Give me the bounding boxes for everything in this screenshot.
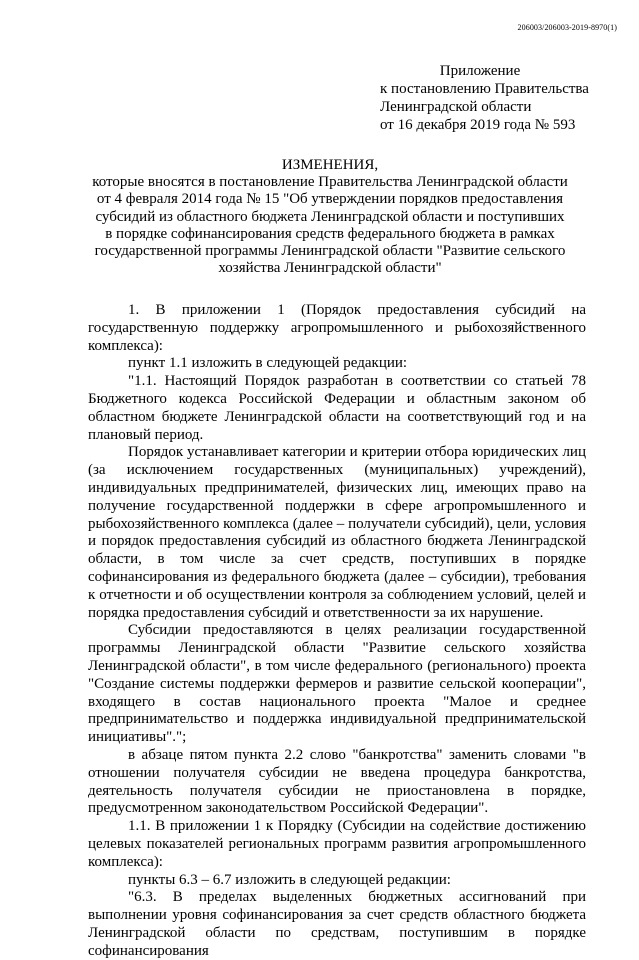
paragraph-7: 1.1. В приложении 1 к Порядку (Субсидии на содействие достижению целевых показателей региональных программ развития агропромышленного комплекса):: [88, 818, 586, 870]
paragraph-9: "6.3. В пределах выделенных бюджетных ассигнований при выполнении уровня софинансирования за счет средств областного бюджета Ленинградской области по средствам, поступившим в порядке софинансирования: [88, 889, 586, 959]
title-heading: ИЗМЕНЕНИЯ,: [281, 157, 379, 173]
document-body: [88, 302, 586, 960]
appendix-header: [380, 62, 589, 134]
title-line-1: которые вносятся в постановление Правительства Ленинградской области: [92, 174, 568, 191]
paragraph-1: 1. В приложении 1 (Порядок предоставления субсидий на государственную поддержку агропромышленного и рыбохозяйственного комплекса):: [88, 302, 586, 354]
appendix-line-3: Ленинградской области: [380, 99, 532, 115]
paragraph-4: Порядок устанавливает категории и критерии отбора юридических лиц (за исключением государственных (муниципальных) учреждений), индивидуальных предпринимателей, физических лиц, имеющих право на получение государственной поддержки в сфере агропромышленного и рыбохозяйственного комплекса (далее – получатели субсидий), цели, условия и порядок предоставления субсидий из областного бюджета Ленинградской области, в том числе за счет средств, поступивших в порядке софинансирования из федерального бюджета (далее – субсидии), требования к отчетности и об осуществлении контроля за соблюдением условий, целей и порядка предоставления субсидий и ответственности за их нарушение.: [88, 444, 586, 621]
appendix-line-1: Приложение: [439, 63, 521, 79]
paragraph-2: пункт 1.1 изложить в следующей редакции:: [128, 355, 408, 372]
title-line-2: от 4 февраля 2014 года № 15 "Об утверждении порядков предоставления: [96, 191, 564, 208]
appendix-line-2: к постановлению Правительства: [380, 81, 589, 97]
appendix-line-4: от 16 декабря 2019 года № 593: [380, 117, 576, 133]
paragraph-5: Субсидии предоставляются в целях реализации государственной программы Ленинградской области "Развитие сельского хозяйства Ленинградской области", в том числе федерального (регионального) проекта "Создание системы поддержки фермеров и развитие сельской кооперации", входящего в состав национального проекта "Малое и среднее предпринимательство и поддержка индивидуальной предпринимательской инициативы".";: [88, 622, 586, 746]
paragraph-3: "1.1. Настоящий Порядок разработан в соответствии со статьей 78 Бюджетного кодекса Российской Федерации и областным законом об областном бюджете Ленинградской области на соответствующий год и на плановый период.: [88, 373, 586, 443]
title-line-6: хозяйства Ленинградской области": [218, 260, 442, 277]
document-title: [90, 157, 570, 277]
paragraph-8: пункты 6.3 – 6.7 изложить в следующей редакции:: [128, 871, 451, 888]
document-id: 206003/206003-2019-8970(1): [517, 23, 617, 32]
paragraph-6: в абзаце пятом пункта 2.2 слово "банкротства" заменить словами "в отношении получателя субсидии не введена процедура банкротства, деятельность получателя субсидии не приостановлена в порядке, предусмотренном законодательством Российской Федерации".: [88, 746, 586, 817]
title-line-3: субсидий из областного бюджета Ленинградской области и поступивших: [95, 208, 565, 225]
title-line-4: в порядке софинансирования средств федерального бюджета в рамках: [105, 225, 555, 242]
title-line-5: государственной программы Ленинградской области "Развитие сельского: [94, 243, 566, 260]
